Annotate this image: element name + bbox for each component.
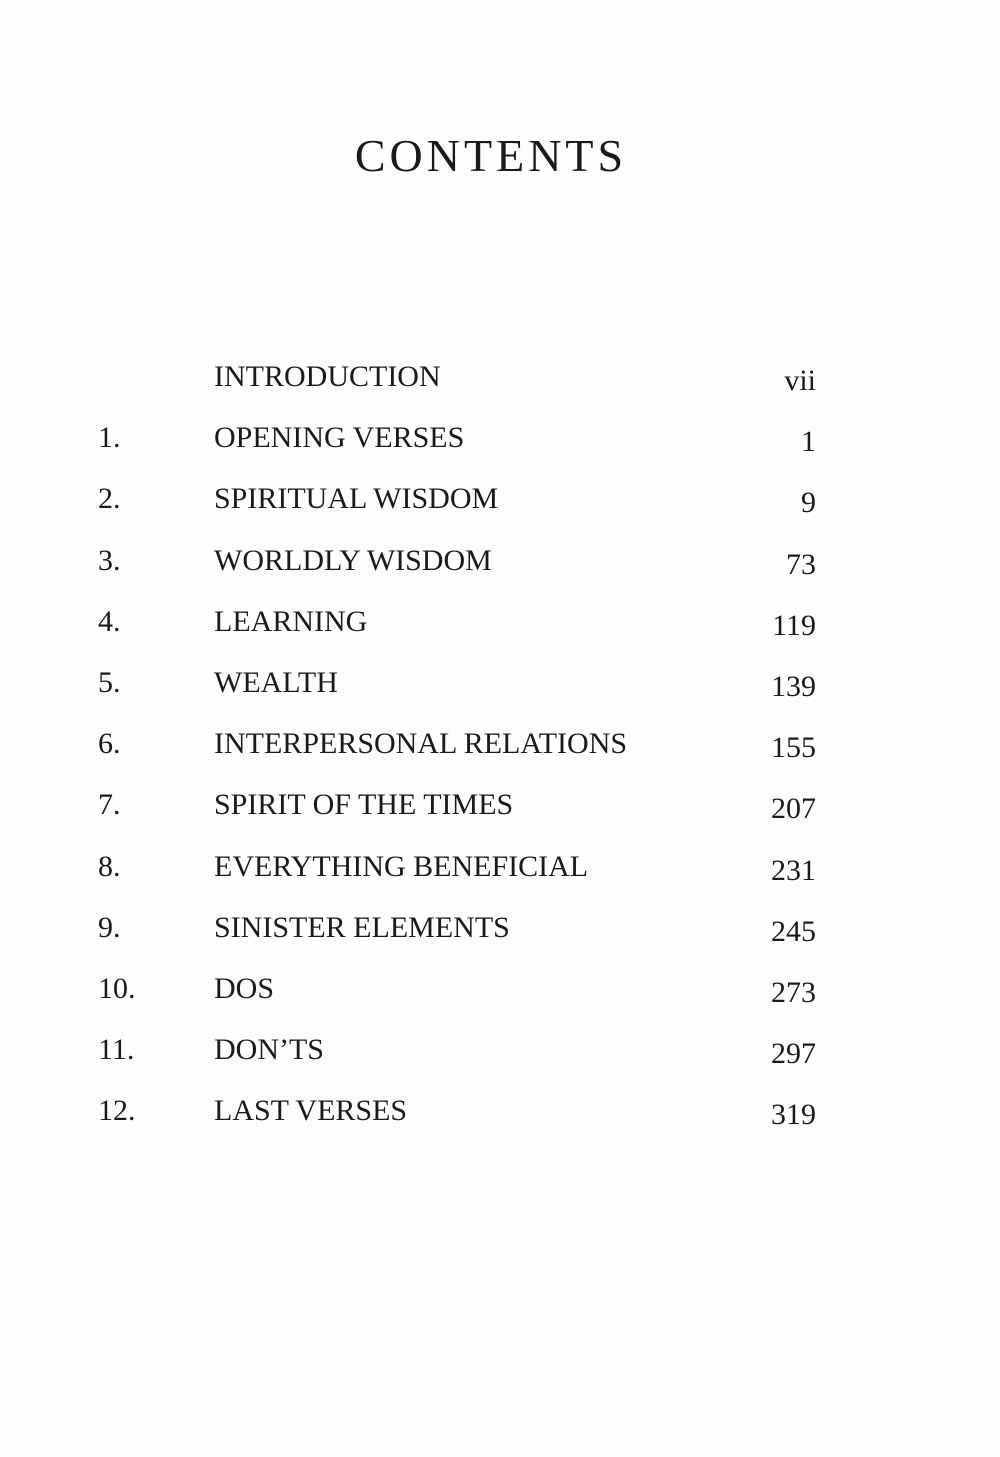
toc-entry-title: SPIRIT OF THE TIMES <box>214 788 514 822</box>
toc-entry-number: 8. <box>98 849 121 883</box>
toc-entry <box>0 413 1000 474</box>
toc-entry-number: 12. <box>98 1094 136 1128</box>
toc-entry <box>0 536 1000 597</box>
toc-entry-number: 3. <box>98 543 121 577</box>
toc-entry-page: 319 <box>771 1098 816 1132</box>
toc-entry-number: 2. <box>98 482 121 516</box>
toc-entry-title: INTERPERSONAL RELATIONS <box>214 727 628 761</box>
toc-entry-title: DOS <box>214 971 275 1005</box>
toc-entry-title: INTRODUCTION <box>214 360 441 393</box>
toc-entry-page: 119 <box>772 608 816 642</box>
toc-entry-number: 9. <box>98 910 121 944</box>
table-of-contents <box>0 352 1000 1147</box>
toc-entry <box>0 658 1000 719</box>
toc-entry-number: 10. <box>98 971 136 1005</box>
toc-entry <box>0 597 1000 658</box>
toc-entry-title: LEARNING <box>214 604 368 638</box>
toc-entry-title: WEALTH <box>214 665 338 699</box>
toc-entry-page: 1 <box>801 425 816 459</box>
toc-entry-page: 9 <box>801 486 816 520</box>
toc-entry-page: 297 <box>771 1037 816 1071</box>
toc-entry-page: 155 <box>771 731 816 765</box>
toc-entry <box>0 842 1000 903</box>
toc-entry-number: 11. <box>98 1033 135 1067</box>
toc-entry <box>0 474 1000 535</box>
toc-entry-number: 4. <box>98 604 121 638</box>
toc-entry-number: 7. <box>98 788 121 822</box>
toc-entry-title: WORLDLY WISDOM <box>214 543 492 577</box>
toc-entry <box>0 1086 1000 1147</box>
toc-entry-page: 231 <box>771 853 816 887</box>
toc-entry-title: DON’TS <box>214 1033 324 1067</box>
toc-entry <box>0 1025 1000 1086</box>
toc-entry <box>0 780 1000 841</box>
toc-entry-number: 6. <box>98 727 121 761</box>
toc-entry-title: SINISTER ELEMENTS <box>214 910 510 944</box>
toc-entry-title: LAST VERSES <box>214 1094 408 1128</box>
toc-entry-title: OPENING VERSES <box>214 421 465 455</box>
toc-entry <box>0 964 1000 1025</box>
toc-entry-title: SPIRITUAL WISDOM <box>214 482 499 516</box>
toc-entry-page: vii <box>784 364 816 397</box>
toc-entry-title: EVERYTHING BENEFICIAL <box>214 849 589 883</box>
toc-entry <box>0 903 1000 964</box>
toc-entry-number: 5. <box>98 665 121 699</box>
toc-entry-page: 245 <box>771 914 816 948</box>
toc-entry-page: 207 <box>771 792 816 826</box>
toc-entry-page: 273 <box>771 975 816 1009</box>
toc-entry <box>0 352 1000 413</box>
toc-entry-page: 139 <box>771 669 816 703</box>
page-title: CONTENTS <box>354 130 628 181</box>
toc-entry-number: 1. <box>98 421 121 455</box>
toc-entry <box>0 719 1000 780</box>
toc-entry-page: 73 <box>786 547 816 581</box>
